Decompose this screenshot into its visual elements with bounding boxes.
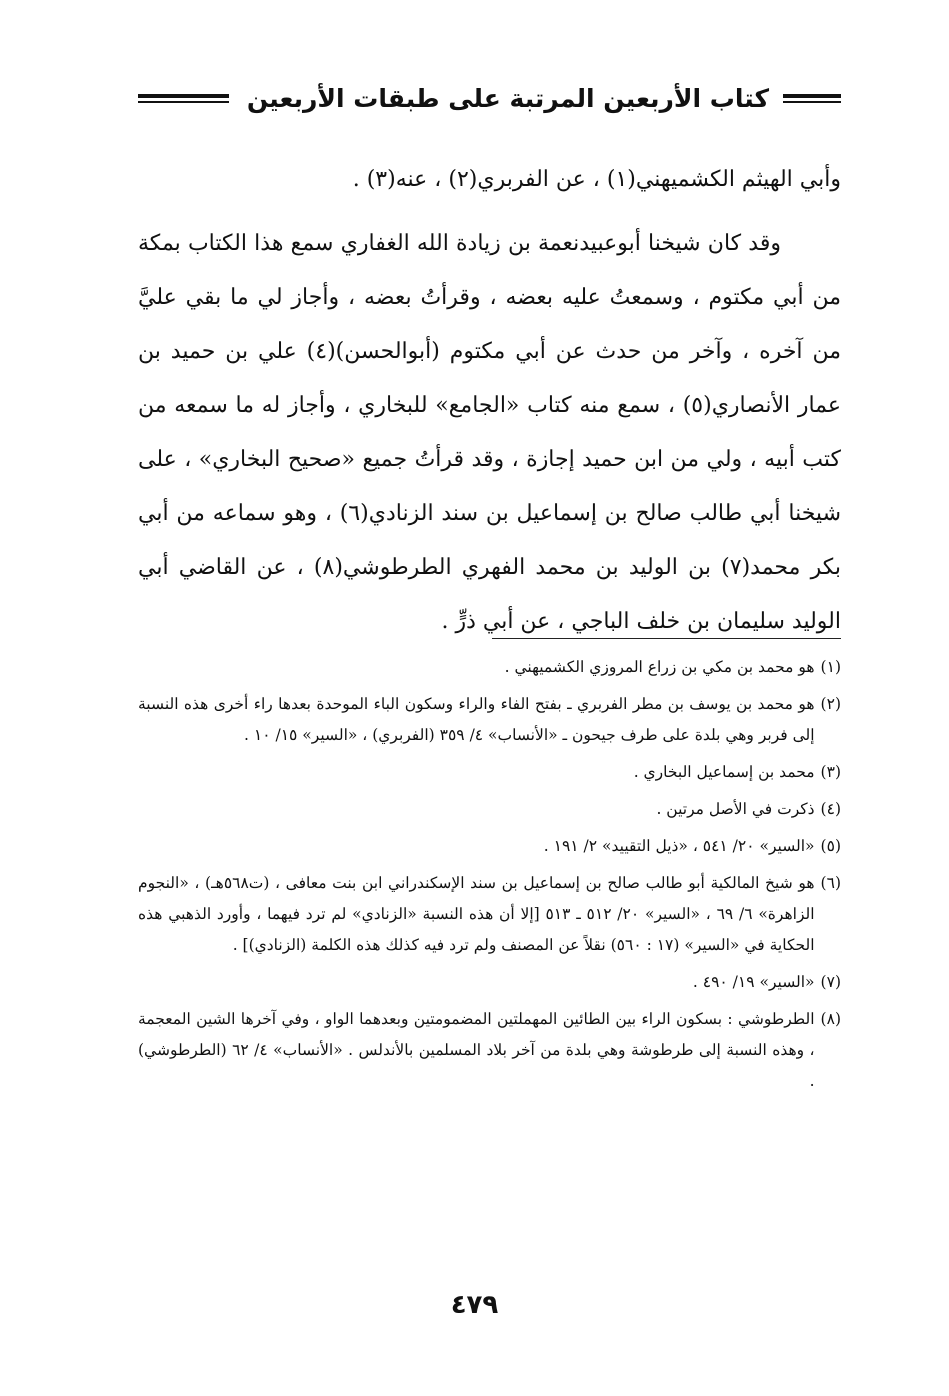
footnote-number: (١) — [820, 658, 841, 676]
footnote — [138, 1004, 841, 1097]
footnote — [138, 794, 841, 825]
page-number: ٤٧٩ — [450, 1290, 499, 1320]
footnote-text: هو محمد بن مكي بن زراع المروزي الكشميهني . — [504, 658, 815, 676]
footnote — [138, 967, 841, 998]
footnote — [138, 652, 841, 683]
footnote-separator — [492, 638, 841, 639]
footnote-number: (٧) — [820, 973, 841, 991]
footnote-text: «السير» ٢٠/ ٥٤١ ، «ذيل التقييد» ٢/ ١٩١ . — [543, 837, 815, 855]
footnote — [138, 757, 841, 788]
footnote-number: (٦) — [820, 874, 841, 892]
footnote-text: ذكرت في الأصل مرتين . — [656, 800, 815, 818]
footnote-number: (٢) — [820, 695, 841, 713]
header-rule-right — [783, 94, 841, 103]
header-title: كتاب الأربعين المرتبة على طبقات الأربعين — [246, 83, 769, 113]
footnote-text: «السير» ١٩/ ٤٩٠ . — [692, 973, 815, 991]
footnote-text: هو محمد بن يوسف بن مطر الفربري ـ بفتح الفاء والراء وسكون الباء الموحدة بعدها راء أخرى هذه النسبة إلى فربر وهي بلدة على طرف جيحون ـ «الأنساب» ٤/ ٣٥٩ (الفربري) ، «السير» ١٥/ ١٠ . — [138, 695, 815, 744]
footnote-number: (٤) — [820, 800, 841, 818]
footnote — [138, 831, 841, 862]
running-header — [138, 78, 841, 118]
footnote-text: هو شيخ المالكية أبو طالب صالح بن إسماعيل بن سند الإسكندراني ابن بنت معافى ، (ت٥٦٨هـ) ، «النجوم الزاهرة» ٦/ ٦٩ ، «السير» ٢٠/ ٥١٢ ـ ٥١٣ [إلا أن هذه النسبة «الزنادي» لم ترد فيهما ، وأورد الذهبي هذه الحكاية في «السير» (١٧ : ٥٦٠) نقلاً عن المصنف ولم ترد فيه كذلك هذه الكلمة (الزنادي)] . — [138, 874, 815, 954]
header-rule-left — [138, 94, 229, 103]
paragraph: وأبي الهيثم الكشميهني(١) ، عن الفربري(٢) ، عنه(٣) . — [352, 167, 841, 192]
footnote-number: (٨) — [820, 1010, 841, 1028]
paragraph: وقد كان شيخنا أبوعبيدنعمة بن زيادة الله الغفاري سمع هذا الكتاب بمكة من أبي مكتوم ، وسمعتُ عليه بعضه ، وقرأتُ بعضه ، وأجاز لي ما بقي عليَّ من آخره ، وآخر من حدث عن أبي مكتوم (أبوالحسن)(٤) علي بن حميد بن عمار الأنصاري(٥) ، سمع منه كتاب «الجامع» للبخاري ، وأجاز له ما سمعه من كتب أبيه ، ولي من ابن حميد إجازة ، وقد قرأتُ جميع «صحيح البخاري» ، على شيخنا أبي طالب صالح بن إسماعيل بن سند الزنادي(٦) ، وهو سماعه من أبي بكر محمد(٧) بن الوليد بن محمد الفهري الطرطوشي(٨) ، عن القاضي أبي الوليد سليمان بن خلف الباجي ، عن أبي ذرٍّ . — [138, 231, 841, 634]
footnote — [138, 868, 841, 961]
main-text — [138, 153, 841, 649]
footnote — [138, 689, 841, 751]
footnote-number: (٥) — [820, 837, 841, 855]
footnote-text: محمد بن إسماعيل البخاري . — [633, 763, 815, 781]
footnote-text: الطرطوشي : بسكون الراء بين الطائين المهملتين المضمومتين وبعدهما الواو ، وفي آخرها الشين المعجمة ، وهذه النسبة إلى طرطوشة وهي بلدة من آخر بلاد المسلمين بالأندلس . «الأنساب» ٤/ ٦٢ (الطرطوشي) . — [138, 1010, 815, 1090]
footnote-number: (٣) — [820, 763, 841, 781]
footnotes — [138, 652, 841, 1103]
